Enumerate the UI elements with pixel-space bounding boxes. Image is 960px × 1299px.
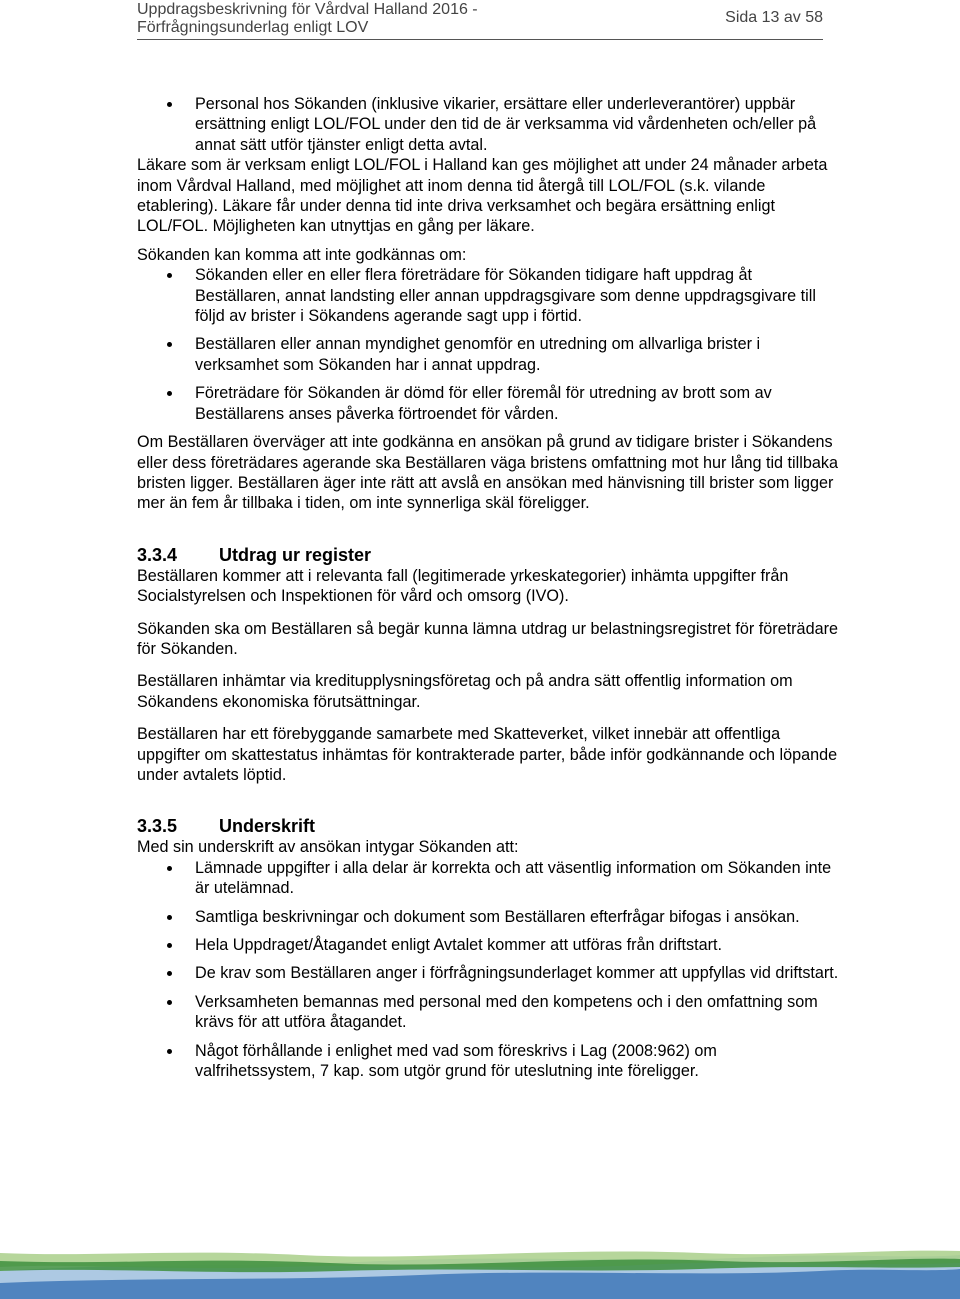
document-body: [137, 94, 841, 1081]
section-title: Utdrag ur register: [219, 544, 372, 565]
paragraph: Beställaren kommer att i relevanta fall (legitimerade yrkeskategorier) inhämta uppgifter från Socialstyrelsen och Inspektionen för vård och omsorg (IVO).: [137, 566, 789, 606]
section-heading-3-3-5: [137, 815, 841, 837]
page-number: Sida 13 av 58: [725, 9, 823, 26]
document-title-line1: Uppdragsbeskrivning för Vårdval Halland 2016 -: [137, 1, 478, 18]
list-item: Något förhållande i enlighet med vad som föreskrivs i Lag (2008:962) om valfrihetssystem, 7 kap. som utgör grund för uteslutning inte föreligger.: [137, 1041, 841, 1082]
list-item: Lämnade uppgifter i alla delar är korrekta och att väsentlig information om Sökanden inte är utelämnad.: [137, 858, 841, 899]
document-title: [137, 1, 478, 37]
section-heading-3-3-4: [137, 544, 841, 566]
header-rule: [137, 39, 823, 40]
paragraph: Sökanden ska om Beställaren så begär kunna lämna utdrag ur belastningsregistret för företrädare för Sökanden.: [137, 619, 838, 658]
paragraph-godkannas-intro: Sökanden kan komma att inte godkännas om:: [137, 245, 467, 264]
section-number: 3.3.4: [137, 544, 178, 565]
list-item: Verksamheten bemannas med personal med den kompetens och i den omfattning som krävs för att utföra åtagandet.: [137, 992, 841, 1033]
paragraph: Beställaren har ett förebyggande samarbete med Skatteverket, vilket innebär att offentliga uppgifter om skattestatus inhämtas för kontrakterade parter, både inför godkännande och löpande under avtalets löptid.: [137, 725, 838, 784]
section-title: Underskrift: [219, 816, 316, 837]
bullet-list-underskrift: [137, 858, 841, 1082]
list-item: Sökanden eller en eller flera företrädare för Sökanden tidigare haft uppdrag åt Beställaren, annat landsting eller annan uppdragsgivare som denne uppdragsgivare till följd av brister i Sökandens agerande sagt upp i förtid.: [137, 265, 841, 326]
list-item: Företrädare för Sökanden är dömd för eller föremål för utredning av brott som av Beställarens anses påverka förtroendet för vården.: [137, 383, 841, 424]
list-item: Personal hos Sökanden (inklusive vikarier, ersättare eller underleverantörer) uppbär ersättning enligt LOL/FOL under den tid de är verksamma vid vårdenheten och/eller på annat sätt utför tjänster enligt detta avtal.: [137, 94, 841, 155]
bullet-list-godkannas: [137, 265, 841, 424]
paragraph: Beställaren inhämtar via kreditupplysningsföretag och på andra sätt offentlig information om Sökandens ekonomiska förutsättningar.: [137, 672, 793, 711]
paragraph-vilande-etablering: Läkare som är verksam enligt LOL/FOL i Halland kan ges möjlighet att under 24 månader arbeta inom Vårdval Halland, med möjlighet att inom denna tid återgå till LOL/FOL (s.k. vilande etablering). Läkare får under denna tid inte driva verksamhet och begära ersättning enligt LOL/FOL. Möjligheten kan utnyttjas en gång per läkare.: [137, 156, 828, 236]
page-header: [137, 0, 823, 40]
paragraph-underskrift-intro: Med sin underskrift av ansökan intygar Sökanden att:: [137, 838, 519, 857]
paragraph-bristens-omfattning: Om Beställaren överväger att inte godkänna en ansökan på grund av tidigare brister i Sökandens eller dess företrädares agerande ska Beställaren väga bristens omfattning mot hur lång tid tillbaka bristen ligger. Beställaren äger inte rätt att avslå en ansökan med hänvisning till brister som ligger mer än fem år tillbaka i tiden, om inte synnerliga skäl föreligger.: [137, 433, 838, 513]
document-title-line2: Förfrågningsunderlag enligt LOV: [137, 19, 369, 36]
decorative-footer-band: [0, 1237, 960, 1299]
list-item: Beställaren eller annan myndighet genomför en utredning om allvarliga brister i verksamhet som Sökanden har i annat uppdrag.: [137, 334, 841, 375]
list-item: Hela Uppdraget/Åtagandet enligt Avtalet kommer att utföras från driftstart.: [137, 935, 841, 955]
list-item: Samtliga beskrivningar och dokument som Beställaren efterfrågar bifogas i ansökan.: [137, 907, 841, 927]
section-number: 3.3.5: [137, 816, 178, 837]
list-item: De krav som Beställaren anger i förfrågningsunderlaget kommer att uppfyllas vid driftstart.: [137, 963, 841, 983]
bullet-list-personal: [137, 94, 841, 155]
